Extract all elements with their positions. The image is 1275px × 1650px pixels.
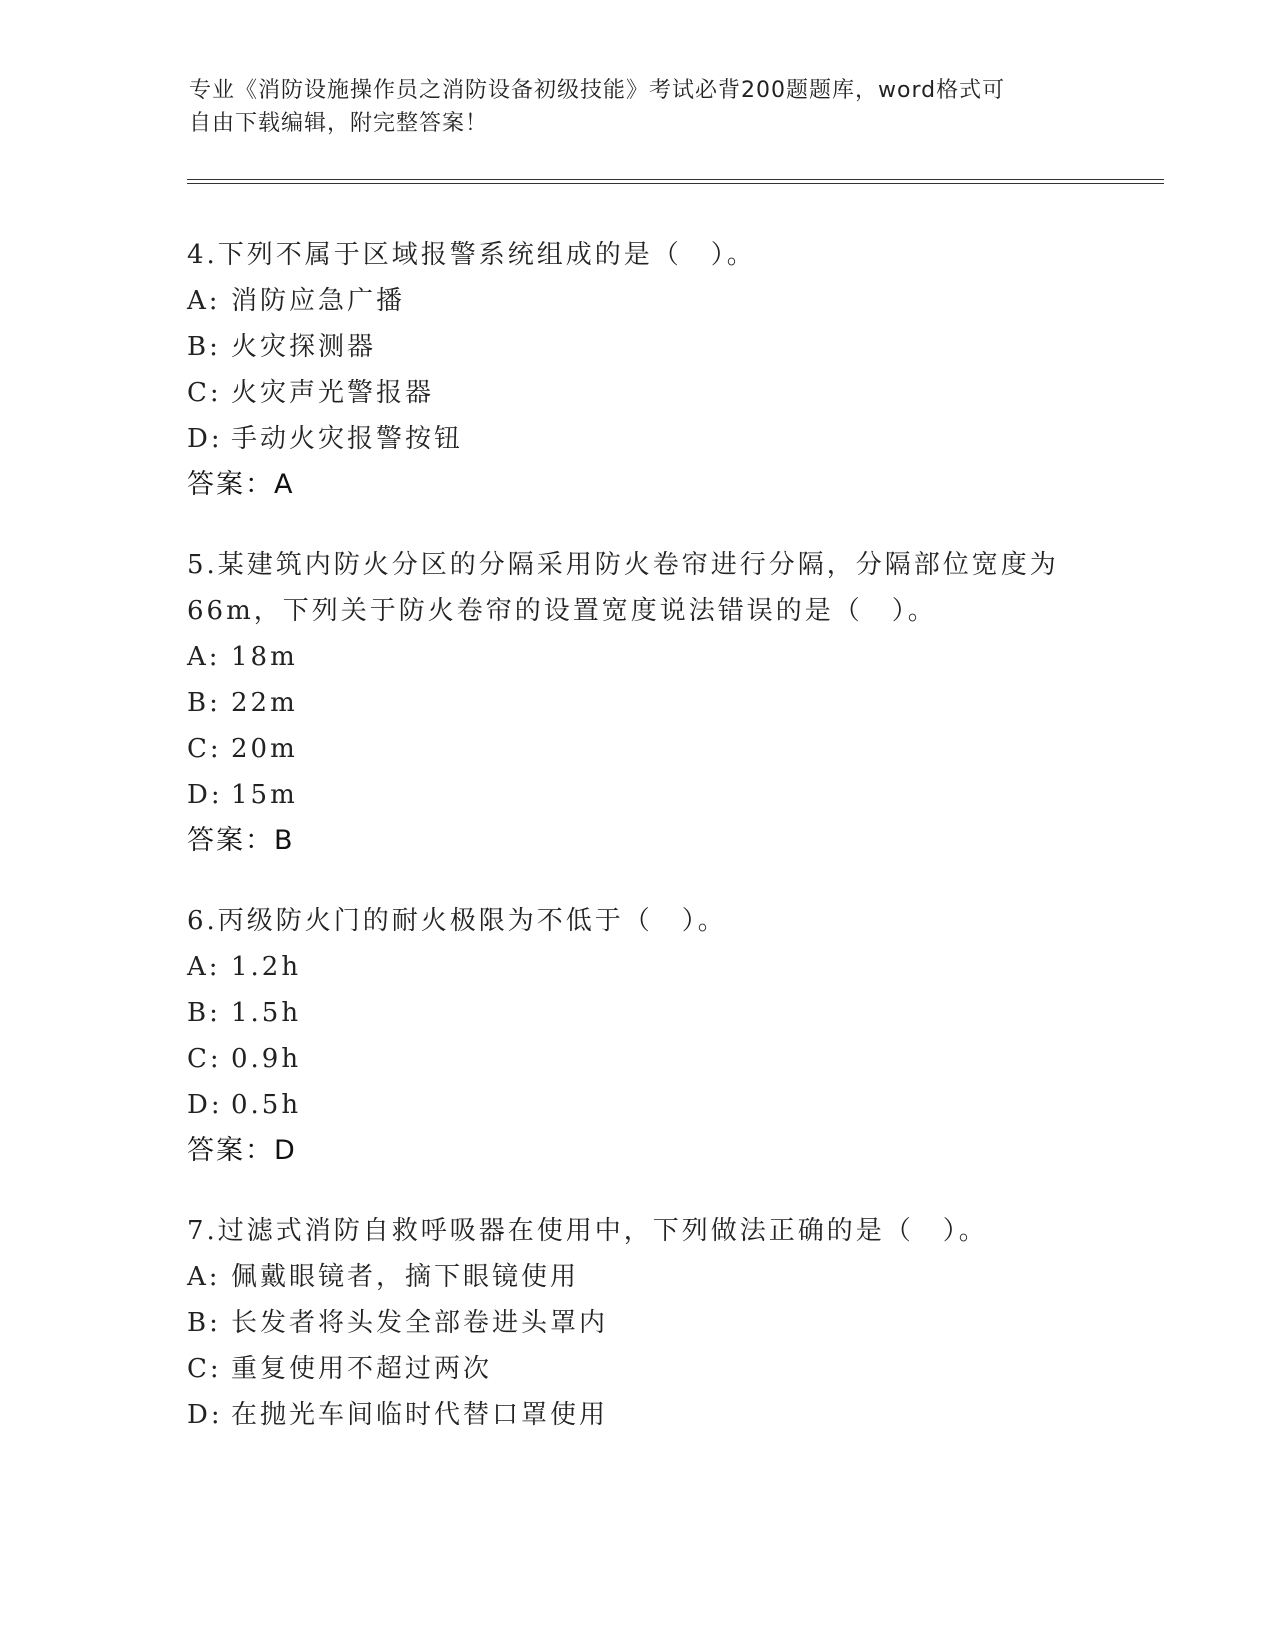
option-b (187, 990, 1147, 1036)
option-key: B: (187, 1308, 221, 1338)
option-key: C: (187, 1354, 222, 1384)
option-key: D: (187, 1400, 223, 1430)
question-7 (187, 1208, 1147, 1438)
question-stem-line-1: 5.某建筑内防火分区的分隔采用防火卷帘进行分隔，分隔部位宽度为 (187, 550, 1059, 580)
question-stem: 6.丙级防火门的耐火极限为不低于（ ）。 (187, 906, 727, 936)
option-b (187, 324, 1147, 370)
question-stem-line-2: 66m，下列关于防火卷帘的设置宽度说法错误的是（ ）。 (187, 596, 937, 626)
option-key: C: (187, 1044, 222, 1074)
question-stem: 4.下列不属于区域报警系统组成的是（ ）。 (187, 240, 756, 270)
option-text: 0.9h (231, 1044, 302, 1074)
header-line-1: 专业《消防设施操作员之消防设备初级技能》考试必背200题题库，word格式可 (189, 78, 1006, 103)
question-4 (187, 232, 1147, 508)
option-key: B: (187, 998, 221, 1028)
option-text: 消防应急广播 (231, 286, 406, 316)
option-key: C: (187, 734, 222, 764)
option-d (187, 416, 1147, 462)
answer-label: 答案：D (187, 1135, 297, 1166)
option-key: B: (187, 332, 221, 362)
answer-label: 答案：A (187, 469, 295, 500)
option-a (187, 944, 1147, 990)
option-text: 20m (231, 734, 298, 764)
option-text: 0.5h (231, 1090, 302, 1120)
header-line-2: 自由下载编辑，附完整答案！ (189, 111, 489, 136)
question-5 (187, 542, 1147, 864)
option-c (187, 1036, 1147, 1082)
header-divider-bottom (187, 183, 1164, 184)
option-b (187, 680, 1147, 726)
option-key: A: (187, 952, 221, 982)
option-text: 22m (231, 688, 298, 718)
option-text: 佩戴眼镜者，摘下眼镜使用 (231, 1262, 580, 1292)
option-text: 火灾探测器 (231, 332, 377, 362)
option-key: D: (187, 780, 223, 810)
question-6 (187, 898, 1147, 1174)
option-c (187, 370, 1147, 416)
option-key: D: (187, 424, 223, 454)
option-text: 重复使用不超过两次 (231, 1354, 493, 1384)
option-a (187, 278, 1147, 324)
option-key: A: (187, 642, 221, 672)
option-key: C: (187, 378, 222, 408)
option-key: A: (187, 286, 221, 316)
header-divider-top (187, 179, 1164, 180)
option-key: D: (187, 1090, 223, 1120)
option-text: 18m (231, 642, 298, 672)
option-d (187, 1392, 1147, 1438)
option-d (187, 772, 1147, 818)
option-key: A: (187, 1262, 221, 1292)
option-text: 手动火灾报警按钮 (231, 424, 464, 454)
option-text: 15m (231, 780, 298, 810)
option-c (187, 1346, 1147, 1392)
option-text: 1.2h (231, 952, 302, 982)
question-stem: 7.过滤式消防自救呼吸器在使用中，下列做法正确的是（ ）。 (187, 1216, 988, 1246)
option-b (187, 1300, 1147, 1346)
option-d (187, 1082, 1147, 1128)
question-list (187, 232, 1147, 1472)
option-a (187, 1254, 1147, 1300)
document-header (189, 74, 1089, 140)
option-key: B: (187, 688, 221, 718)
option-text: 长发者将头发全部卷进头罩内 (231, 1308, 609, 1338)
answer-label: 答案：B (187, 825, 295, 856)
option-a (187, 634, 1147, 680)
option-text: 在抛光车间临时代替口罩使用 (231, 1400, 609, 1430)
option-c (187, 726, 1147, 772)
option-text: 1.5h (231, 998, 302, 1028)
option-text: 火灾声光警报器 (231, 378, 435, 408)
